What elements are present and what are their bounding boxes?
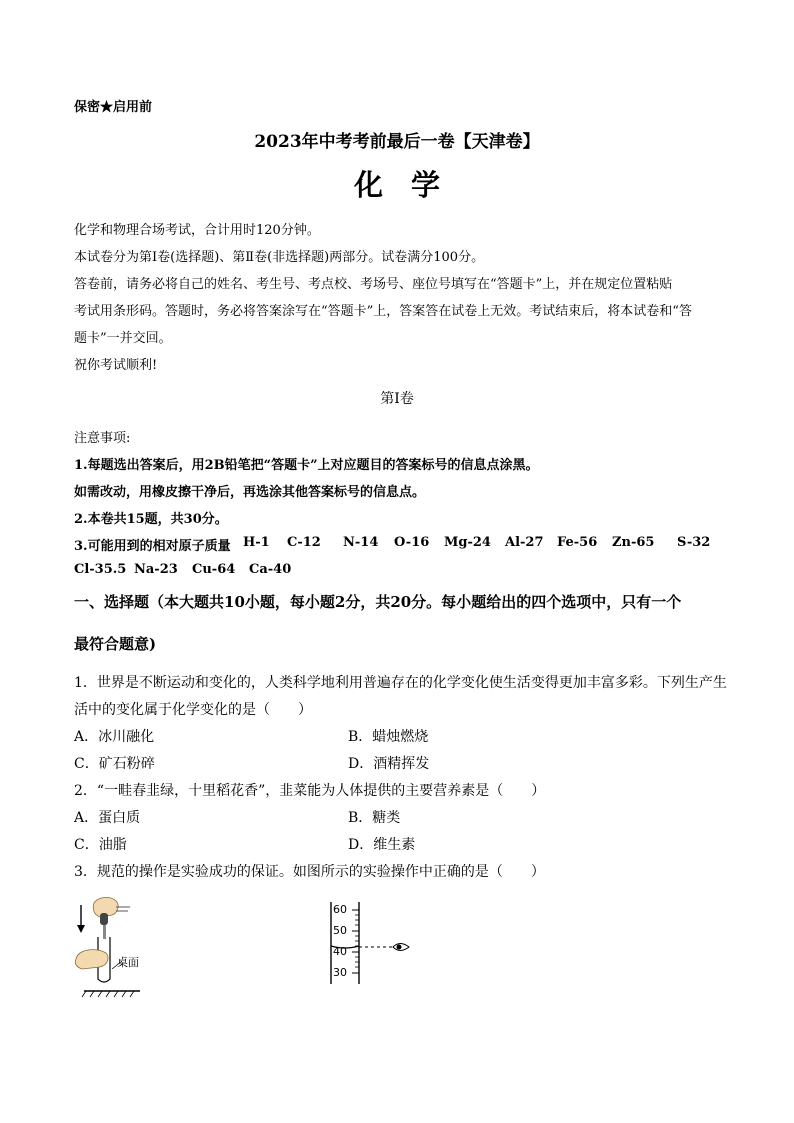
atomic-mass-mg: Mg-24 [444,535,491,550]
atomic-mass-na: Na-23 [134,562,178,577]
question-1-stem: 1．世界是不断运动和变化的，人类科学地利用普遍存在的化学变化使生活变得更加丰富多彩。下列生产生 [74,675,727,691]
intro-line-6: 祝你考试顺利! [74,358,158,373]
part1-heading-continued: 最符合题意) [74,635,157,653]
intro-line-5: 题卡”一并交回。 [74,331,172,346]
note-3 [74,535,231,554]
note-2: 2.本卷共15题，共30分。 [74,512,228,527]
exam-title: 2023年中考考前最后一卷【天津卷】 [254,132,540,152]
atomic-mass-cl: Cl-35.5 [74,562,127,577]
question-2-option-c: C．油脂 [74,837,127,853]
atomic-mass-o: O-16 [394,535,430,550]
table-surface-label: 桌面 [117,956,139,969]
question-2-option-b: B．糖类 [348,810,401,826]
atomic-mass-ca: Ca-40 [249,562,292,577]
atomic-mass-n: N-14 [343,535,379,550]
cylinder-tick-30: 30 [333,966,347,979]
intro-line-2: 本试卷分为第Ⅰ卷(选择题)、第Ⅱ卷(非选择题)两部分。试卷满分100分。 [74,250,485,265]
note-1: 1.每题选出答案后，用2B铅笔把“答题卡”上对应题目的答案标号的信息点涂黑。 [74,458,539,473]
question-2-option-a: A．蛋白质 [74,810,141,826]
atomic-mass-s: S-32 [677,535,711,550]
question-2-option-d: D．维生素 [348,837,416,853]
intro-line-3: 答卷前，请务必将自己的姓名、考生号、考点校、考场号、座位号填写在“答题卡”上，并在规定位置粘贴 [74,277,673,292]
intro-line-1: 化学和物理合场考试，合计用时120分钟。 [74,223,320,238]
atomic-mass-c: C-12 [287,535,321,550]
question-1-stem-continued: 活中的变化属于化学变化的是（ ） [74,702,312,718]
atomic-mass-fe: Fe-56 [557,535,598,550]
notes-title: 注意事项: [74,431,131,446]
question-1-option-a: A．冰川融化 [74,729,155,745]
question-2-stem: 2．“一畦春韭绿，十里稻花香”，韭菜能为人体提供的主要营养素是（ ） [74,783,546,799]
atomic-mass-zn: Zn-65 [612,535,655,550]
dropper-figure [72,893,162,1001]
atomic-mass-al: Al-27 [505,535,544,550]
section-heading: 第Ⅰ卷 [380,391,414,407]
atomic-mass-h: H-1 [243,535,270,550]
intro-line-4: 考试用条形码。答题时，务必将答案涂写在“答题卡”上，答案答在试卷上无效。考试结束后，将本试卷和“答 [74,304,692,319]
atomic-mass-label: 3.可能用到的相对原子质量 [74,539,231,554]
cylinder-tick-50: 50 [333,924,347,937]
subject-title: 化学 [353,168,468,202]
note-1-continued: 如需改动，用橡皮擦干净后，再选涂其他答案标号的信息点。 [74,485,426,500]
cylinder-tick-40: 40 [333,945,347,958]
confidential-label: 保密★启用前 [74,100,153,115]
cylinder-tick-60: 60 [333,903,347,916]
atomic-mass-cu: Cu-64 [192,562,236,577]
part1-heading: 一、选择题（本大题共10小题，每小题2分，共20分。每小题给出的四个选项中，只有一个 [74,593,682,611]
question-1-option-b: B．蜡烛燃烧 [348,729,429,745]
question-3-stem: 3．规范的操作是实验成功的保证。如图所示的实验操作中正确的是（ ） [74,864,545,880]
question-1-option-c: C．矿石粉碎 [74,756,155,772]
question-1-option-d: D．酒精挥发 [348,756,430,772]
